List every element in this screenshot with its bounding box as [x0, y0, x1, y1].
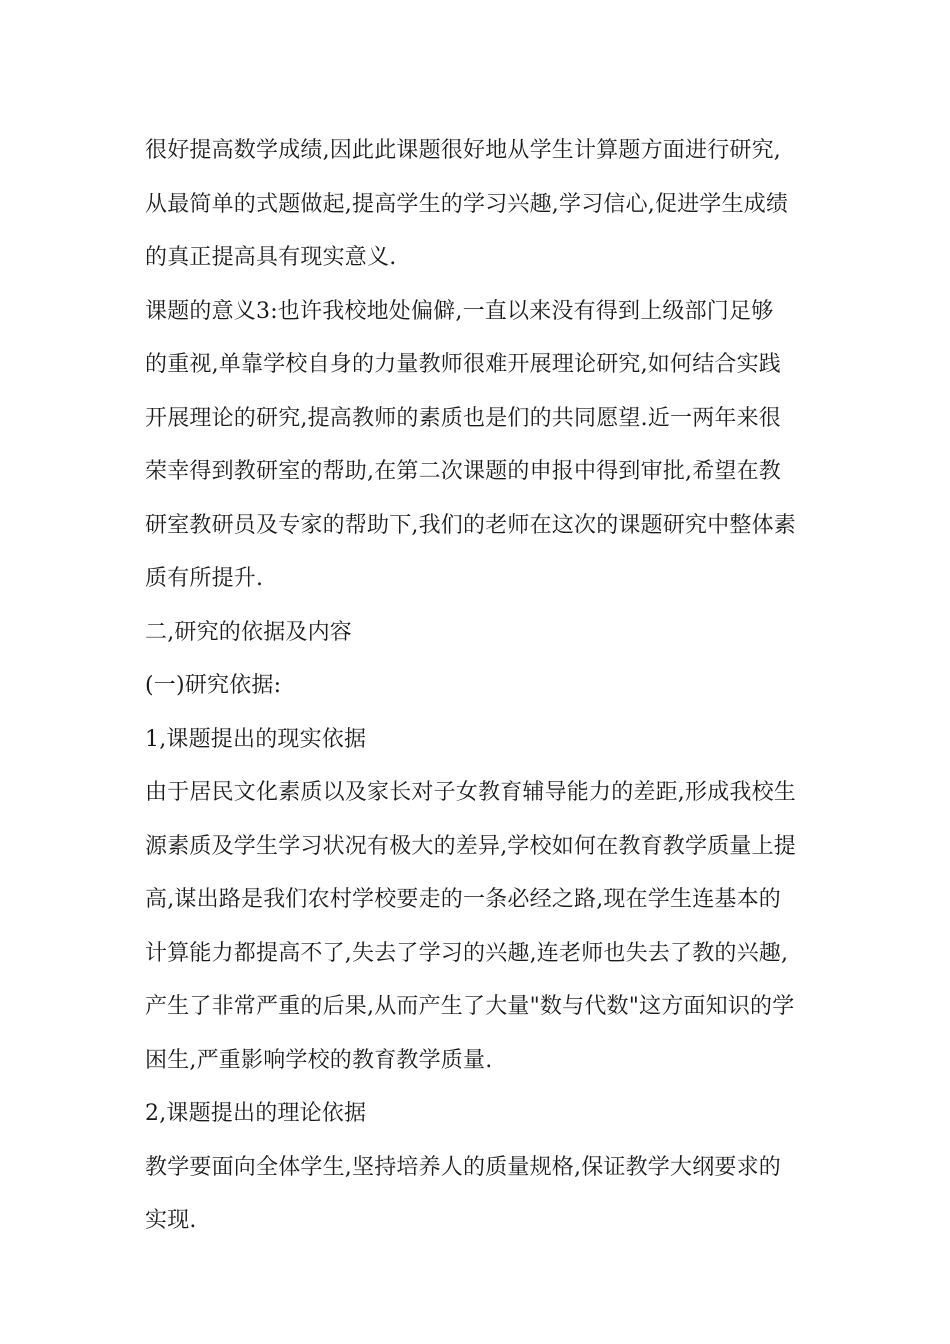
text-line: 源素质及学生学习状况有极大的差异,学校如何在教育教学质量上提	[145, 833, 796, 859]
text-line: 的重视,单靠学校自身的力量教师很难开展理论研究,如何结合实践	[145, 352, 781, 377]
text-line: 实现.	[145, 1208, 197, 1233]
text-line: 教学要面向全体学生,坚持培养人的质量规格,保证教学大纲要求的	[145, 1154, 781, 1180]
document-body	[145, 124, 811, 1248]
item-heading: 2,课题提出的理论依据	[145, 1101, 367, 1126]
item-heading: 1,课题提出的现实依据	[145, 726, 367, 752]
text-line: 的真正提高具有现实意义.	[145, 245, 397, 270]
section-heading: 二,研究的依据及内容	[145, 619, 352, 645]
text-line: 高,谋出路是我们农村学校要走的一条必经之路,现在学生连基本的	[145, 887, 781, 912]
text-line: 质有所提升.	[145, 566, 264, 591]
subsection-heading: (一)研究依据:	[145, 673, 282, 698]
text-line: 计算能力都提高不了,失去了学习的兴趣,连老师也失去了教的兴趣,	[145, 940, 789, 966]
text-line: 课题的意义3:也许我校地处偏僻,一直以来没有得到上级部门足够	[145, 298, 774, 324]
text-line: 从最简单的式题做起,提高学生的学习兴趣,学习信心,促进学生成绩	[145, 191, 789, 217]
text-line: 荣幸得到教研室的帮助,在第二次课题的申报中得到审批,希望在教	[145, 459, 781, 484]
text-line: 很好提高数学成绩,因此此课题很好地从学生计算题方面进行研究,	[145, 138, 781, 163]
text-line: 由于居民文化素质以及家长对子女教育辅导能力的差距,形成我校生	[145, 780, 796, 805]
text-line: 困生,严重影响学校的教育教学质量.	[145, 1047, 493, 1073]
text-line: 研室教研员及专家的帮助下,我们的老师在这次的课题研究中整体素	[145, 512, 796, 538]
text-line: 开展理论的研究,提高教师的素质也是们的共同愿望.近一两年来很	[145, 405, 781, 431]
text-line: 产生了非常严重的后果,从而产生了大量"数与代数"这方面知识的学	[145, 994, 795, 1019]
